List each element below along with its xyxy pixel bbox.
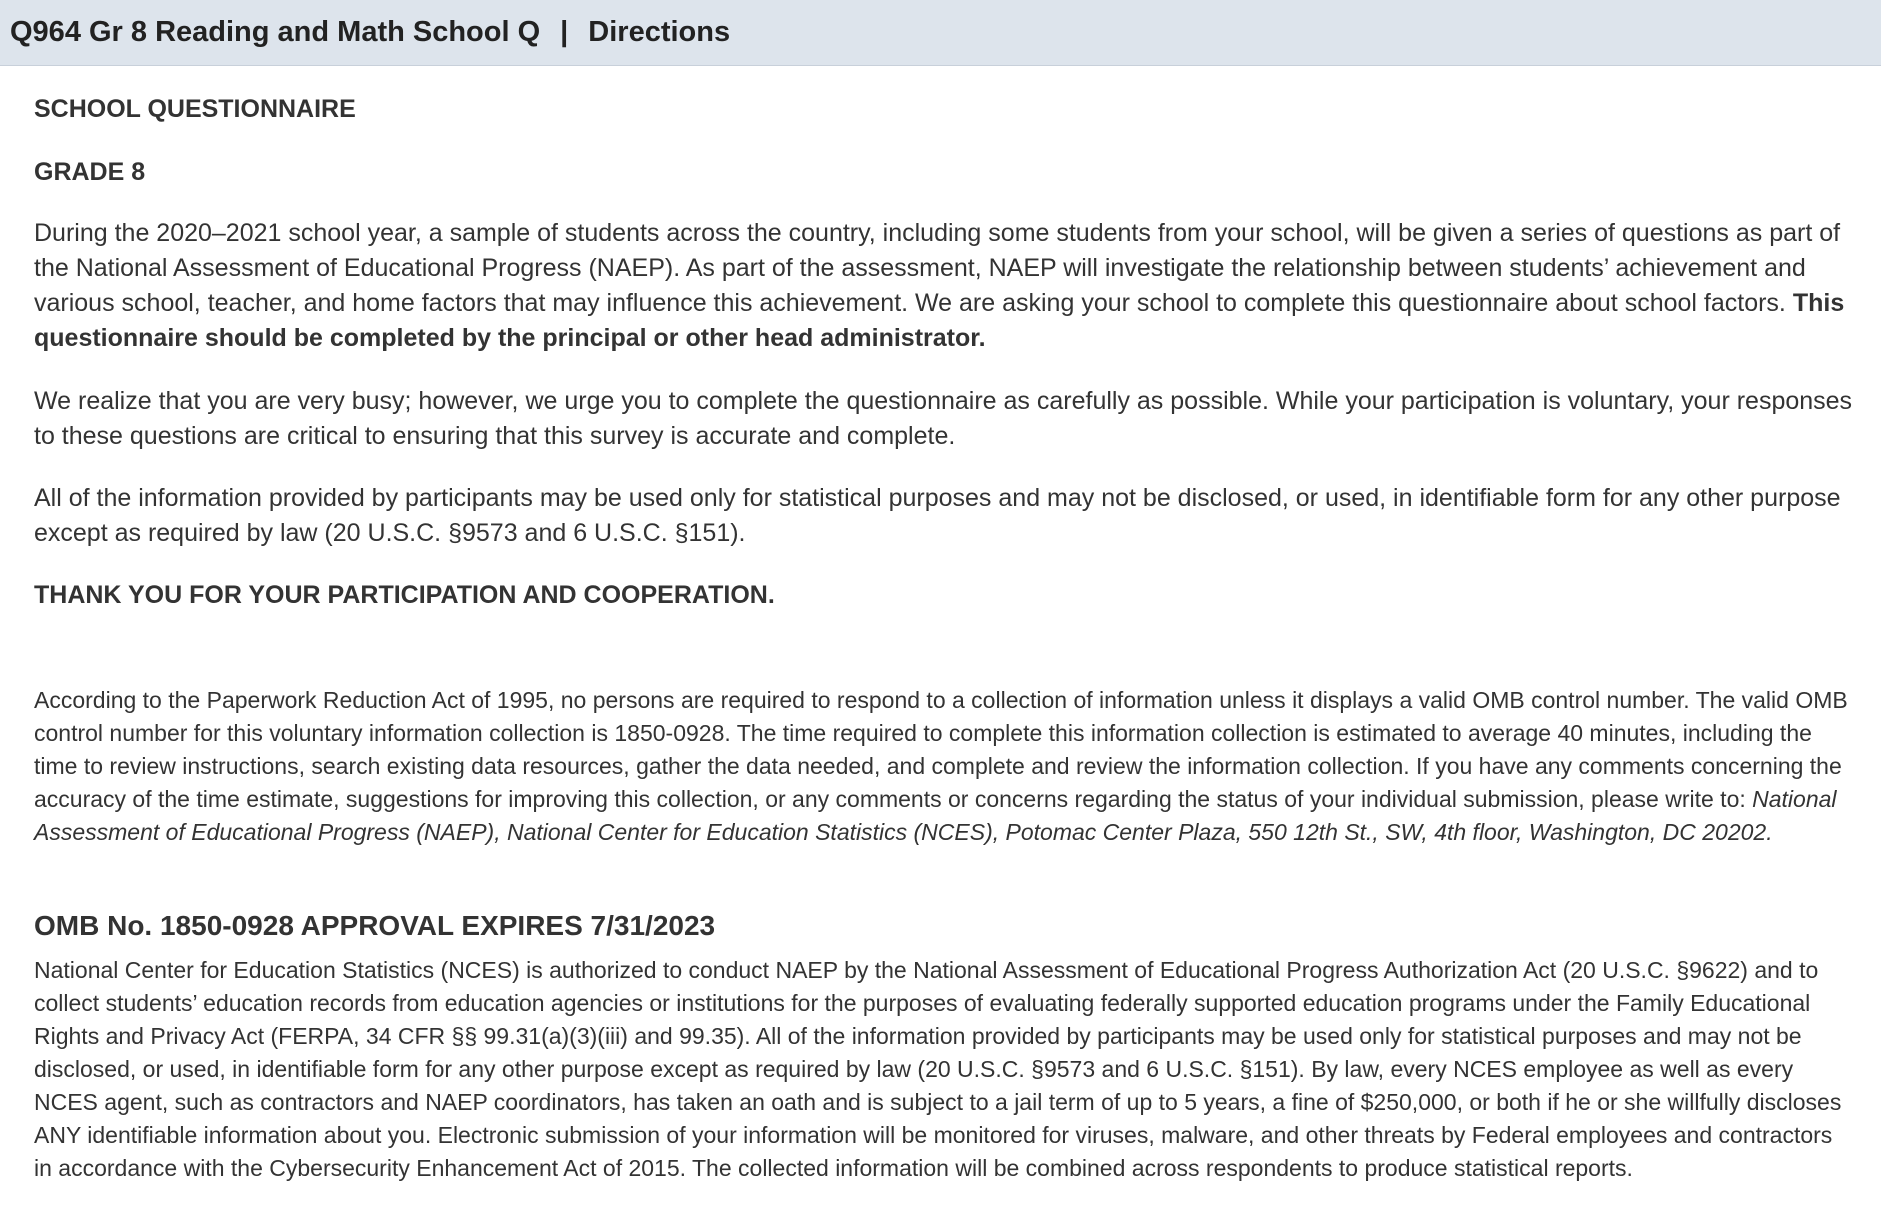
section-name: Directions — [588, 16, 731, 48]
questionnaire-title: SCHOOL QUESTIONNAIRE — [34, 95, 356, 123]
info-paragraph: All of the information provided by participants may be used only for statistical purposes and may not be disclosed, or used, in identifiable form for any other purpose except as required by law (20 U.S.C. §9573 and 6 U.S.C. §151). — [34, 484, 1841, 547]
page-header — [0, 0, 1881, 66]
header-title — [10, 16, 730, 49]
omb-heading: OMB No. 1850-0928 APPROVAL EXPIRES 7/31/2023 — [34, 910, 716, 941]
paperwork-address: National Assessment of Educational Progress (NAEP), National Center for Education Statistics (NCES), Potomac Center Plaza, 550 12th St., SW, 4th floor, Washington, DC 20202. — [34, 786, 1837, 845]
intro-text: During the 2020–2021 school year, a sample of students across the country, including some students from your school, will be given a series of questions as part of the National Assessment of Educational Progress (NAEP). As part of the assessment, NAEP will investigate the relationship between students’ achievement and various school, teacher, and home factors that may influence this achievement. We are asking your school to complete this questionnaire about school factors. — [34, 219, 1841, 317]
paperwork-paragraph — [34, 684, 1854, 849]
paperwork-text: According to the Paperwork Reduction Act of 1995, no persons are required to respond to a collection of information unless it displays a valid OMB control number. The valid OMB control number for this voluntary information collection is 1850-0928. The time required to complete this information collection is estimated to average 40 minutes, including the time to review instructions, search existing data resources, gather the data needed, and complete and review the information collection. If you have any comments concerning the accuracy of the time estimate, suggestions for improving this collection, or any comments or concerns regarding the status of your individual submission, please write to: — [34, 687, 1848, 812]
header-separator: | — [560, 16, 569, 48]
busy-paragraph: We realize that you are very busy; however, we urge you to complete the questionnaire as carefully as possible. While your participation is voluntary, your responses to these questions are critical to ensuring that this survey is accurate and complete. — [34, 387, 1853, 450]
intro-paragraph — [34, 216, 1854, 356]
nces-paragraph: National Center for Education Statistics (NCES) is authorized to conduct NAEP by the National Assessment of Educational Progress Authorization Act (20 U.S.C. §9622) and to collect students’ education records from education agencies or institutions for the purposes of evaluating federally supported education programs under the Family Educational Rights and Privacy Act (FERPA, 34 CFR §§ 99.31(a)(3)(iii) and 99.35). All of the information provided by participants may be used only for statistical purposes and may not be disclosed, or used, in identifiable form for any other purpose except as required by law (20 U.S.C. §9573 and 6 U.S.C. §151). By law, every NCES employee as well as every NCES agent, such as contractors and NAEP coordinators, has taken an oath and is subject to a jail term of up to 5 years, a fine of $250,000, or both if he or she willfully discloses ANY identifiable information about you. Electronic submission of your information will be monitored for viruses, malware, and other threats by Federal employees and contractors in accordance with the Cybersecurity Enhancement Act of 2015. The collected information will be combined across respondents to produce statistical reports. — [34, 957, 1842, 1181]
intro-bold-text: This questionnaire should be completed by the principal or other head administrator. — [34, 289, 1845, 352]
thank-you-heading: THANK YOU FOR YOUR PARTICIPATION AND COOPERATION. — [34, 581, 775, 609]
grade-heading: GRADE 8 — [34, 158, 146, 186]
form-name: Q964 Gr 8 Reading and Math School Q — [10, 16, 541, 48]
